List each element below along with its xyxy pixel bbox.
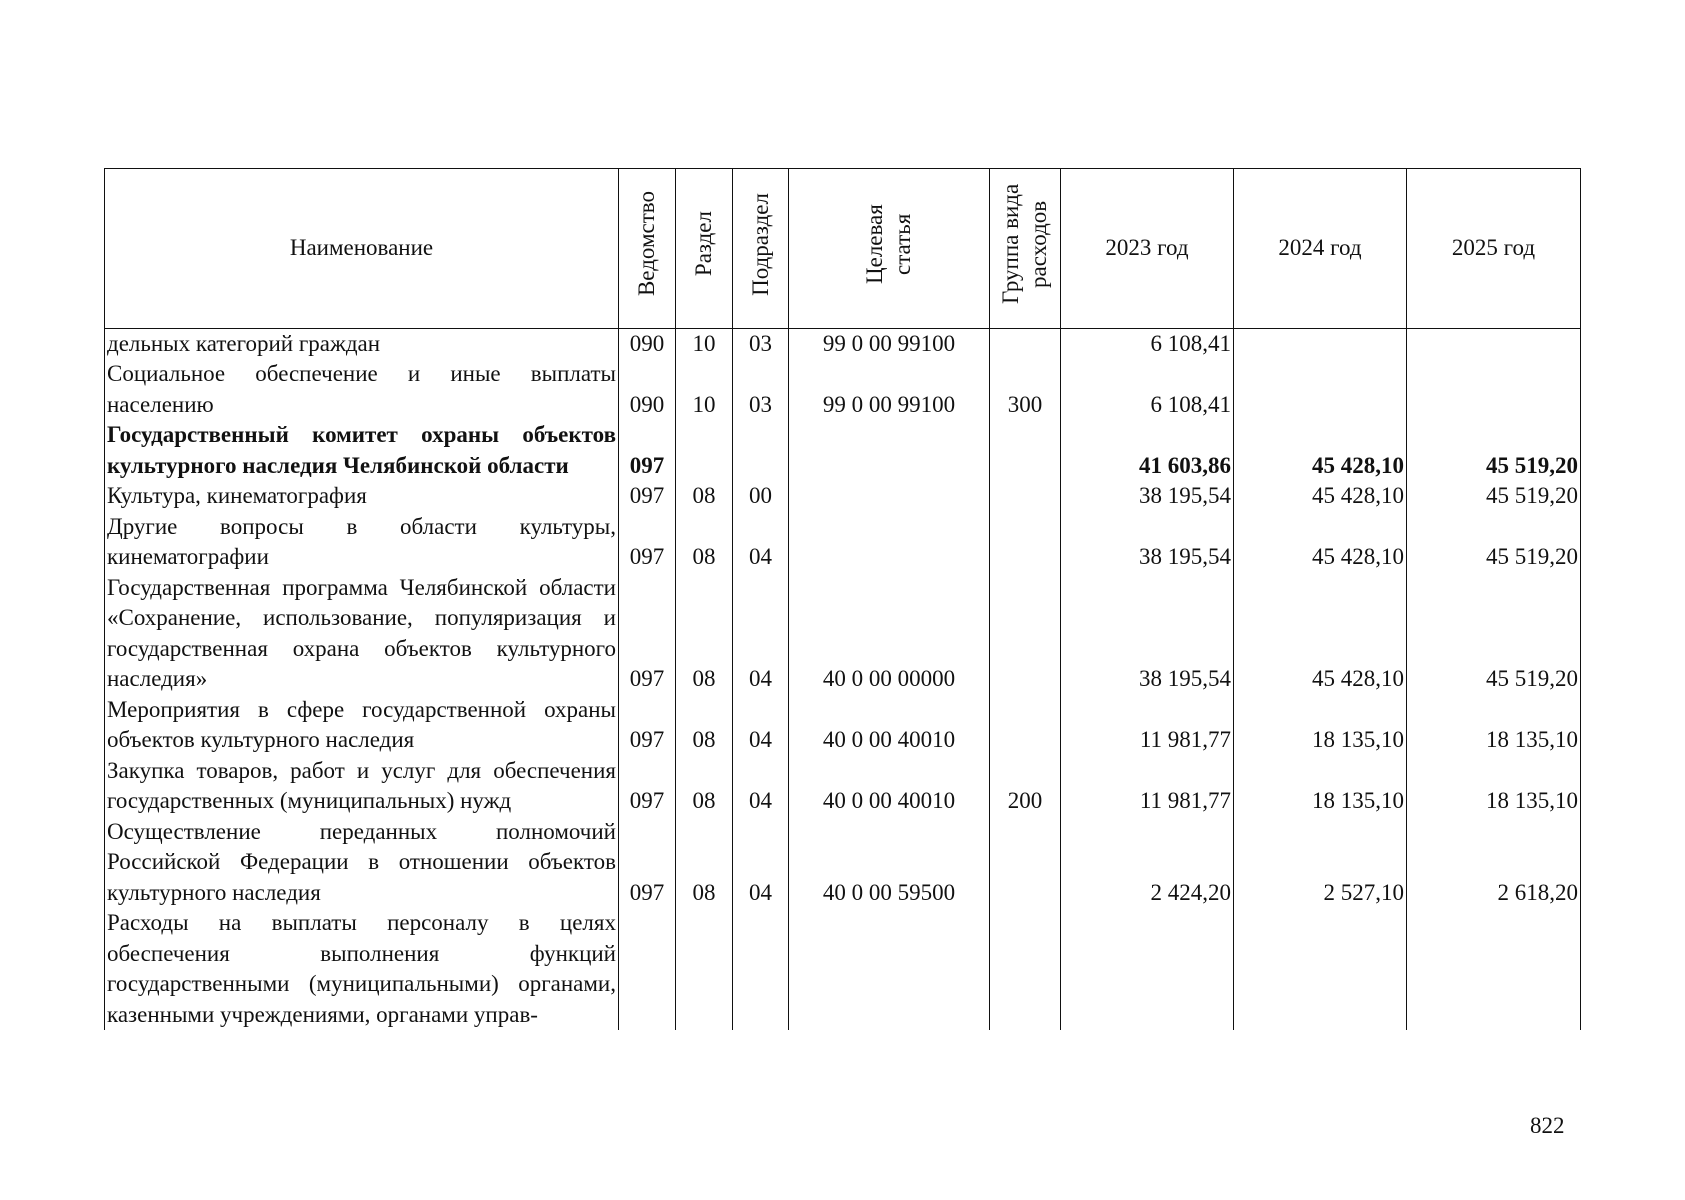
row-value-2023: 11 981,77: [1061, 756, 1234, 817]
row-value-2023: 6 108,41: [1061, 359, 1234, 420]
row-expense-group: [990, 695, 1061, 756]
row-department: 097: [619, 756, 676, 817]
row-value-2023: 38 195,54: [1061, 512, 1234, 573]
row-value-2024: 18 135,10: [1234, 756, 1407, 817]
row-section: 10: [676, 328, 733, 359]
row-department: 097: [619, 481, 676, 512]
row-name: Социальное обеспечение и иные выплаты населению: [105, 359, 619, 420]
row-value-2025: 18 135,10: [1407, 756, 1581, 817]
row-value-2024: 18 135,10: [1234, 695, 1407, 756]
row-name: Культура, кинематография: [105, 481, 619, 512]
row-name: Осуществление переданных полномочий Российской Федерации в отношении объектов культурного наследия: [105, 817, 619, 909]
row-name: Закупка товаров, работ и услуг для обеспечения государственных (муниципальных) нужд: [105, 756, 619, 817]
row-subsection: [733, 420, 789, 481]
row-value-2025: 18 135,10: [1407, 695, 1581, 756]
header-section: Раздел: [676, 169, 733, 329]
row-value-2025: 45 519,20: [1407, 512, 1581, 573]
row-department: [619, 908, 676, 1030]
table-row: [105, 908, 1581, 1030]
row-expense-group: [990, 908, 1061, 1030]
row-section: 08: [676, 817, 733, 909]
row-value-2025: 45 519,20: [1407, 573, 1581, 695]
budget-table: [104, 168, 1581, 1030]
row-value-2024: 45 428,10: [1234, 481, 1407, 512]
row-value-2024: 45 428,10: [1234, 420, 1407, 481]
row-subsection: 03: [733, 328, 789, 359]
row-section: 08: [676, 481, 733, 512]
row-subsection: 04: [733, 512, 789, 573]
row-department: 097: [619, 420, 676, 481]
row-subsection: 00: [733, 481, 789, 512]
row-expense-group: [990, 420, 1061, 481]
row-department: 090: [619, 359, 676, 420]
row-value-2025: 45 519,20: [1407, 481, 1581, 512]
row-value-2023: 6 108,41: [1061, 328, 1234, 359]
row-section: 08: [676, 756, 733, 817]
header-name: Наименование: [105, 169, 619, 329]
row-value-2024: [1234, 908, 1407, 1030]
table-header-row: [105, 169, 1581, 329]
header-year-2024: 2024 год: [1234, 169, 1407, 329]
row-name: дельных категорий граждан: [105, 328, 619, 359]
row-value-2025: [1407, 359, 1581, 420]
row-expense-group: [990, 328, 1061, 359]
row-department: 097: [619, 817, 676, 909]
row-name: Другие вопросы в области культуры, кинематографии: [105, 512, 619, 573]
row-target-article: 40 0 00 00000: [789, 573, 990, 695]
row-value-2024: [1234, 328, 1407, 359]
row-target-article: [789, 908, 990, 1030]
row-department: 097: [619, 573, 676, 695]
header-year-2023: 2023 год: [1061, 169, 1234, 329]
row-section: 08: [676, 512, 733, 573]
row-name: Мероприятия в сфере государственной охраны объектов культурного наследия: [105, 695, 619, 756]
row-value-2025: [1407, 328, 1581, 359]
table-row: [105, 695, 1581, 756]
row-value-2023: 41 603,86: [1061, 420, 1234, 481]
header-subsection: Подраздел: [733, 169, 789, 329]
row-section: [676, 908, 733, 1030]
row-target-article: 40 0 00 59500: [789, 817, 990, 909]
row-subsection: 03: [733, 359, 789, 420]
table-row: [105, 756, 1581, 817]
table-row: [105, 359, 1581, 420]
row-target-article: 99 0 00 99100: [789, 328, 990, 359]
row-expense-group: 300: [990, 359, 1061, 420]
row-section: 08: [676, 695, 733, 756]
row-subsection: 04: [733, 756, 789, 817]
row-target-article: [789, 420, 990, 481]
row-value-2024: 45 428,10: [1234, 512, 1407, 573]
row-value-2023: 38 195,54: [1061, 481, 1234, 512]
table-row: [105, 512, 1581, 573]
row-department: 097: [619, 512, 676, 573]
table-row: [105, 481, 1581, 512]
row-expense-group: [990, 573, 1061, 695]
row-section: 10: [676, 359, 733, 420]
row-target-article: 40 0 00 40010: [789, 695, 990, 756]
row-value-2023: [1061, 908, 1234, 1030]
row-subsection: 04: [733, 573, 789, 695]
row-expense-group: [990, 481, 1061, 512]
row-name: Государственная программа Челябинской области «Сохранение, использование, популяризация и государственная охрана объектов культурного наследия»: [105, 573, 619, 695]
row-expense-group: [990, 817, 1061, 909]
row-expense-group: 200: [990, 756, 1061, 817]
row-subsection: 04: [733, 695, 789, 756]
row-subsection: 04: [733, 817, 789, 909]
header-expense-group: Группа вида расходов: [990, 169, 1061, 329]
header-year-2025: 2025 год: [1407, 169, 1581, 329]
row-target-article: [789, 481, 990, 512]
table-row: [105, 420, 1581, 481]
row-value-2023: 2 424,20: [1061, 817, 1234, 909]
row-section: [676, 420, 733, 481]
row-expense-group: [990, 512, 1061, 573]
row-department: 090: [619, 328, 676, 359]
table-row: [105, 573, 1581, 695]
header-target-article: Целевая статья: [789, 169, 990, 329]
row-value-2024: [1234, 359, 1407, 420]
row-value-2025: 2 618,20: [1407, 817, 1581, 909]
row-target-article: 40 0 00 40010: [789, 756, 990, 817]
row-name: Расходы на выплаты персоналу в целях обеспечения выполнения функций государственными (муниципальными) органами, казенными учреждениями, органами управ-: [105, 908, 619, 1030]
row-subsection: [733, 908, 789, 1030]
row-value-2025: 45 519,20: [1407, 420, 1581, 481]
row-value-2024: 45 428,10: [1234, 573, 1407, 695]
row-section: 08: [676, 573, 733, 695]
table-row: [105, 328, 1581, 359]
row-name: Государственный комитет охраны объектов культурного наследия Челябинской области: [105, 420, 619, 481]
row-value-2023: 11 981,77: [1061, 695, 1234, 756]
table-row: [105, 817, 1581, 909]
row-value-2023: 38 195,54: [1061, 573, 1234, 695]
row-target-article: 99 0 00 99100: [789, 359, 990, 420]
row-target-article: [789, 512, 990, 573]
header-department: Ведомство: [619, 169, 676, 329]
page-number: 822: [1530, 1113, 1565, 1138]
row-value-2025: [1407, 908, 1581, 1030]
row-department: 097: [619, 695, 676, 756]
row-value-2024: 2 527,10: [1234, 817, 1407, 909]
